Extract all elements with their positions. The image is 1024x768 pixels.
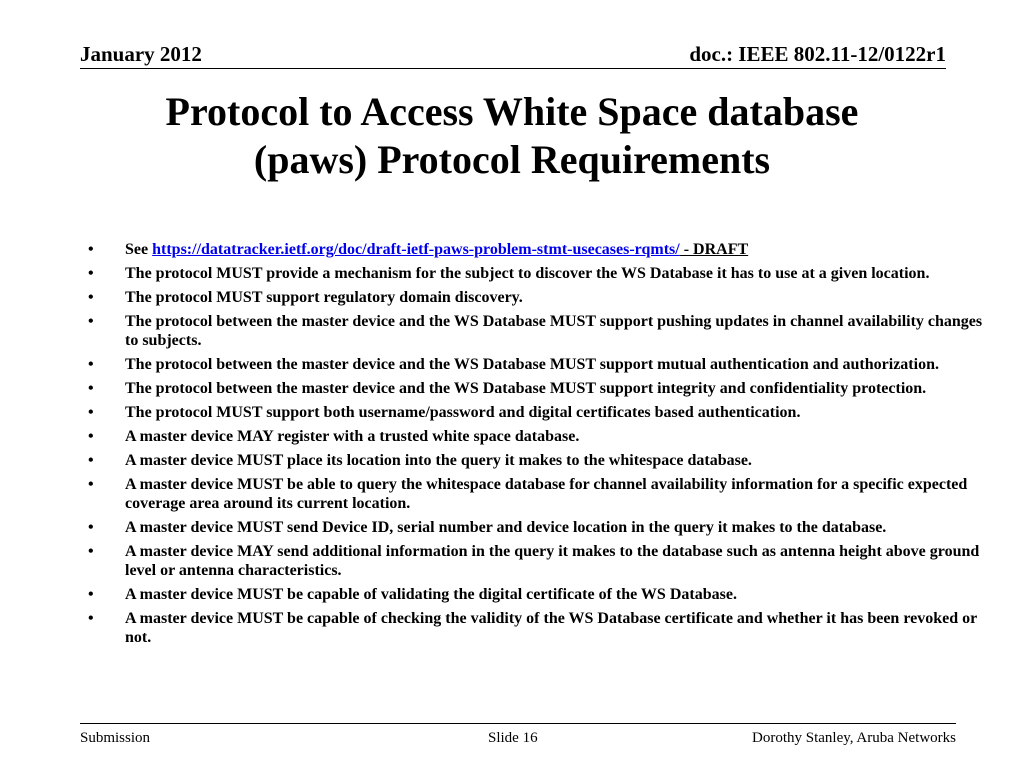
- list-item: [88, 542, 994, 580]
- reference-link[interactable]: https://datatracker.ietf.org/doc/draft-ietf-paws-problem-stmt-usecases-rqmts/: [152, 241, 680, 258]
- footer-submission: Submission: [80, 730, 151, 746]
- list-item: [88, 312, 994, 350]
- bullet-icon: •: [88, 356, 94, 373]
- list-item-text: A master device MUST be capable of validating the digital certificate of the WS Database.: [125, 586, 737, 603]
- list-item-text: The protocol between the master device and the WS Database MUST support integrity and confidentiality protection.: [125, 380, 927, 397]
- bullet-icon: •: [88, 404, 94, 421]
- list-item-text: A master device MUST be capable of checking the validity of the WS Database certificate and whether it has been revoked or not.: [125, 610, 977, 646]
- list-item-text: The protocol MUST support regulatory domain discovery.: [125, 289, 523, 306]
- list-item: [88, 585, 994, 604]
- list-item-text: The protocol MUST provide a mechanism for the subject to discover the WS Database it has to use at a given location.: [125, 265, 930, 282]
- list-item: [88, 609, 994, 647]
- list-item: [88, 451, 994, 470]
- bullet-icon: •: [88, 476, 94, 493]
- header-rule: [80, 68, 946, 69]
- bullet-icon: •: [88, 610, 94, 627]
- bullet-icon: •: [88, 289, 94, 306]
- requirements-list: [88, 240, 994, 652]
- slide-title-line-2: (paws) Protocol Requirements: [253, 137, 771, 182]
- slide-title: [60, 88, 964, 184]
- list-item-text: A master device MAY send additional information in the query it makes to the database such as antenna height above ground level or antenna characteristics.: [125, 543, 980, 579]
- bullet-icon: •: [88, 313, 94, 330]
- footer-rule: [80, 723, 956, 724]
- draft-label: - DRAFT: [679, 241, 749, 258]
- list-item-text: The protocol between the master device and the WS Database MUST support pushing updates in channel availability changes to subjects.: [125, 313, 983, 349]
- bullet-icon: •: [88, 265, 94, 282]
- list-item-reference: [88, 240, 994, 259]
- list-item-text: A master device MUST be able to query the whitespace database for channel availability information for a specific expected coverage area around its current location.: [125, 476, 968, 512]
- list-item: [88, 518, 994, 537]
- list-item: [88, 475, 994, 513]
- list-item: [88, 403, 994, 422]
- reference-prefix: See: [125, 241, 153, 258]
- header-doc-id: doc.: IEEE 802.11-12/0122r1: [689, 42, 946, 66]
- list-item: [88, 264, 994, 283]
- list-item: [88, 355, 994, 374]
- list-item: [88, 379, 994, 398]
- list-item-text: The protocol between the master device and the WS Database MUST support mutual authentication and authorization.: [125, 356, 939, 373]
- list-item-text: The protocol MUST support both username/password and digital certificates based authentication.: [125, 404, 801, 421]
- bullet-icon: •: [88, 543, 94, 560]
- bullet-icon: •: [88, 241, 94, 258]
- bullet-icon: •: [88, 380, 94, 397]
- footer-author: Dorothy Stanley, Aruba Networks: [752, 730, 956, 746]
- list-item: [88, 288, 994, 307]
- footer-slide-number: Slide 16: [488, 730, 538, 746]
- header-date: January 2012: [80, 42, 202, 66]
- list-item: [88, 427, 994, 446]
- list-item-text: A master device MUST send Device ID, serial number and device location in the query it makes to the database.: [125, 519, 887, 536]
- bullet-icon: •: [88, 428, 94, 445]
- list-item-text: A master device MUST place its location into the query it makes to the whitespace database.: [125, 452, 752, 469]
- bullet-icon: •: [88, 586, 94, 603]
- list-item-text: A master device MAY register with a trusted white space database.: [125, 428, 580, 445]
- bullet-icon: •: [88, 452, 94, 469]
- bullet-icon: •: [88, 519, 94, 536]
- slide-title-line-1: Protocol to Access White Space database: [165, 89, 859, 134]
